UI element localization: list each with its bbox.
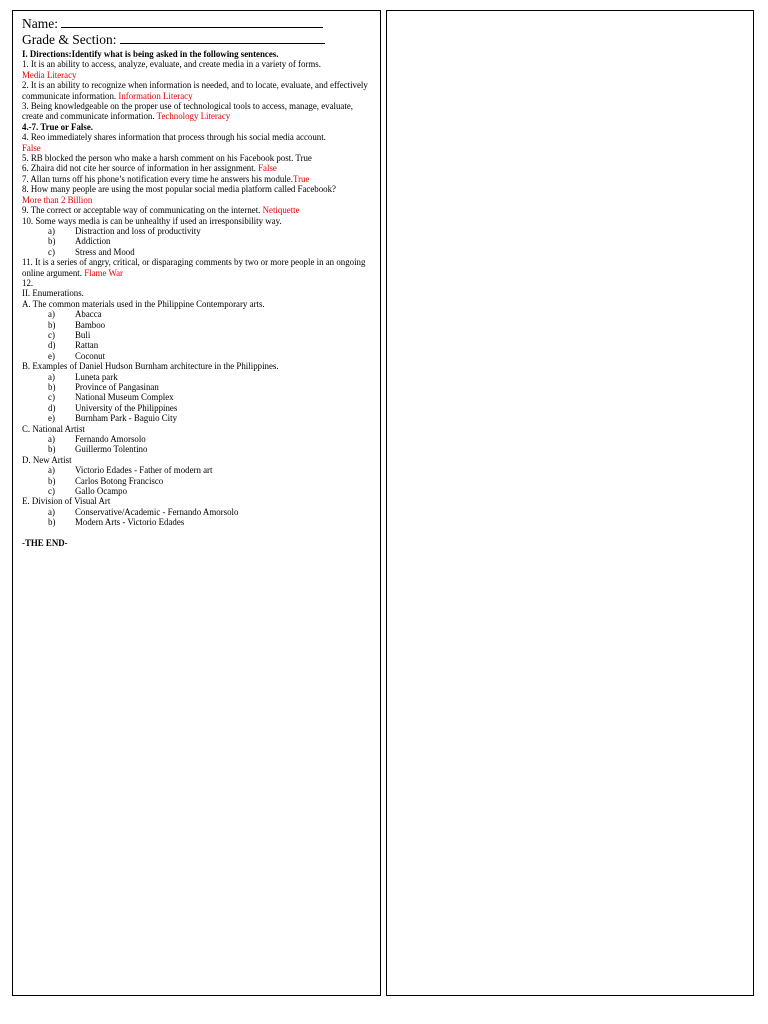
list-text: Rattan (75, 340, 99, 351)
part2-title: II. Enumerations. (22, 288, 84, 299)
list-text: Province of Pangasinan (75, 382, 159, 392)
list-item (22, 392, 372, 402)
worksheet-page-left (12, 10, 381, 996)
list-marker: a) (48, 465, 55, 476)
question-3 (22, 101, 372, 122)
answer: Netiquette (262, 205, 300, 216)
list-text: Buli (75, 329, 91, 340)
list-text: Victorio Edades - Father of modern art (75, 465, 213, 476)
list-item (22, 465, 372, 475)
list-text: National Museum Complex (75, 392, 174, 403)
question-text: 8. How many people are using the most popular social media platform called Facebook? (22, 184, 336, 195)
part1-title: I. Directions:Identify what is being asked in the following sentences. (22, 49, 279, 59)
name-label: Name: (22, 16, 58, 31)
section-b-title: B. Examples of Daniel Hudson Burnham architecture in the Philippines. (22, 361, 279, 372)
list-item (22, 309, 372, 319)
list-item (22, 434, 372, 444)
list-marker: b) (48, 517, 56, 528)
question-text: 3. Being knowledgeable on the proper use of technological tools to access, manage, evaluate, create and communicate information. (22, 101, 353, 122)
list-item (22, 340, 372, 350)
worksheet-page-right-blank (386, 10, 754, 996)
list-marker: c) (48, 329, 55, 340)
section-e-title: E. Division of Visual Art (22, 496, 111, 507)
list-text: University of the Philippines (75, 402, 178, 413)
list-text: Addiction (75, 236, 111, 247)
grade-section-row (22, 31, 372, 47)
list-text: Modern Arts - Victorio Edades (75, 517, 185, 528)
question-text: 4. Reo immediately shares information that process through his social media account. (22, 132, 326, 143)
question-5: 5. RB blocked the person who make a harsh comment on his Facebook post. True (22, 153, 312, 164)
question-text: 6. Zhaira did not cite her source of information in her assignment. (22, 163, 256, 174)
list-text: Bamboo (75, 319, 106, 330)
list-item (22, 382, 372, 392)
question-7 (22, 174, 372, 184)
list-item (22, 476, 372, 486)
list-marker: b) (48, 382, 56, 392)
question-text: 11. It is a series of angry, critical, or disparaging comments by two or more people in an ongoing online argument. (22, 257, 366, 278)
section-d-title: D. New Artist (22, 454, 72, 465)
list-text: Gallo Ocampo (75, 486, 128, 497)
question-10: 10. Some ways media is can be unhealthy if used an irresponsibility way. (22, 215, 282, 226)
list-item (22, 403, 372, 413)
question-11 (22, 257, 372, 278)
grade-section-underline (120, 31, 325, 44)
section-a-title: A. The common materials used in the Philippine Contemporary arts. (22, 298, 265, 309)
list-marker: e) (48, 413, 55, 424)
list-item (22, 486, 372, 496)
question-text: 7. Allan turns off his phone’s notification every time he answers his module. (22, 173, 293, 184)
answer: Technology Literacy (156, 111, 231, 122)
list-marker: a) (48, 225, 55, 236)
answer: Media Literacy (22, 69, 77, 80)
question-6 (22, 163, 372, 173)
question-2 (22, 80, 372, 101)
list-item (22, 236, 372, 246)
list-item (22, 330, 372, 340)
list-item (22, 517, 372, 527)
list-marker: b) (48, 475, 56, 486)
question-9 (22, 205, 372, 215)
question-12: 12. (22, 277, 34, 288)
section-c-title: C. National Artist (22, 423, 85, 434)
list-marker: b) (48, 236, 56, 247)
list-item (22, 444, 372, 454)
list-item (22, 320, 372, 330)
answer: False (258, 163, 277, 174)
list-marker: a) (48, 309, 55, 320)
list-item (22, 413, 372, 423)
list-item (22, 372, 372, 382)
list-marker: d) (48, 340, 56, 351)
worksheet-body (22, 49, 372, 548)
list-text: Burnham Park - Baguio City (75, 413, 178, 424)
name-underline (61, 15, 323, 28)
answer: Information Literacy (118, 90, 193, 101)
list-item (22, 507, 372, 517)
list-marker: c) (48, 246, 55, 257)
list-item (22, 226, 372, 236)
list-text: Stress and Mood (75, 246, 135, 257)
answer: True (292, 173, 310, 184)
question-8 (22, 184, 372, 205)
question-1 (22, 59, 372, 80)
list-marker: a) (48, 434, 55, 445)
end-marker: -THE END- (22, 537, 68, 548)
list-text: Fernando Amorsolo (75, 434, 146, 445)
answer: False (22, 142, 41, 153)
list-marker: c) (48, 486, 55, 497)
list-item (22, 247, 372, 257)
list-text: Abacca (75, 309, 102, 320)
list-marker: b) (48, 319, 56, 330)
question-4 (22, 132, 372, 153)
list-marker: c) (48, 392, 55, 403)
grade-section-label: Grade & Section: (22, 32, 117, 47)
list-text: Luneta park (75, 371, 118, 382)
worksheet-content (22, 15, 372, 548)
list-text: Conservative/Academic - Fernando Amorsolo (75, 506, 239, 517)
list-text: Guillermo Tolentino (75, 444, 148, 455)
question-text: 2. It is an ability to recognize when information is needed, and to locate, evaluate, and effectively communicate information. (22, 80, 368, 101)
question-text: 1. It is an ability to access, analyze, evaluate, and create media in a variety of forms. (22, 59, 321, 70)
list-text: Carlos Botong Francisco (75, 475, 164, 486)
list-marker: d) (48, 402, 56, 413)
list-text: Distraction and loss of productivity (75, 225, 201, 236)
true-false-title: 4.-7. True or False. (22, 121, 93, 132)
question-text: 9. The correct or acceptable way of communicating on the internet. (22, 205, 261, 216)
list-marker: a) (48, 506, 55, 517)
answer: Flame War (84, 267, 124, 278)
list-marker: e) (48, 350, 55, 361)
list-marker: a) (48, 371, 55, 382)
list-item (22, 351, 372, 361)
name-field-row (22, 15, 372, 31)
list-text: Coconut (75, 350, 106, 361)
list-marker: b) (48, 444, 56, 455)
answer: More than 2 Billion (22, 194, 93, 205)
